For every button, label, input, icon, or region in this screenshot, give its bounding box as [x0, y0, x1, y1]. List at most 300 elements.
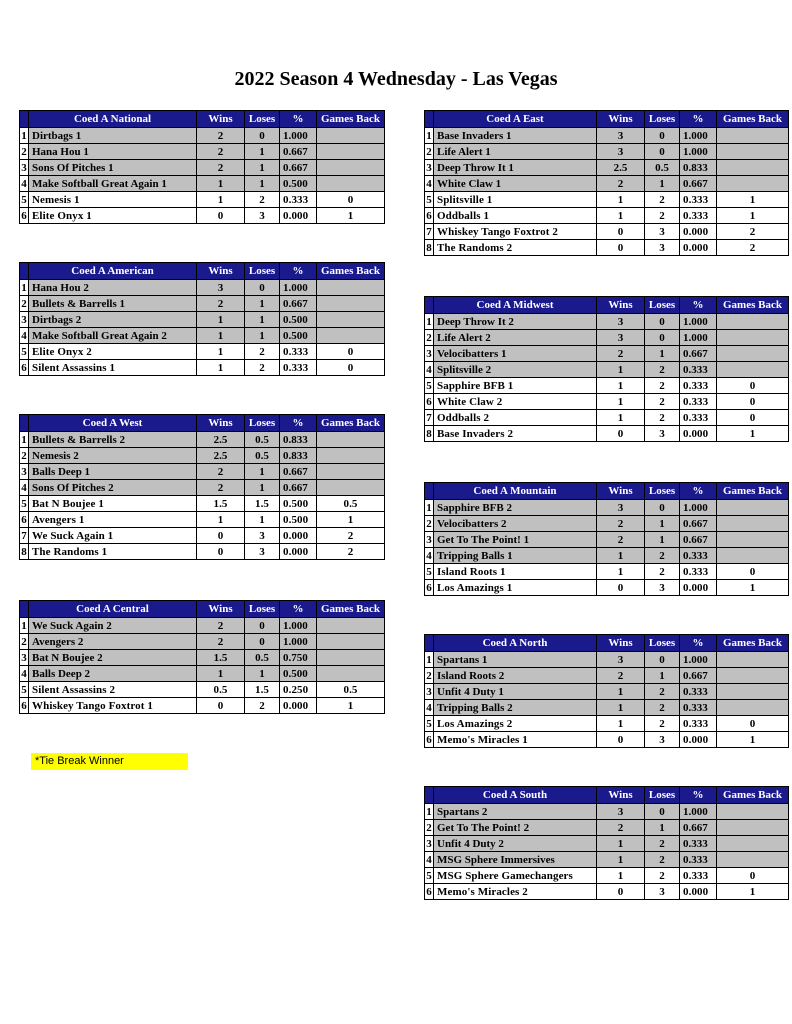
games-back-cell: [717, 516, 789, 532]
table-row: [425, 224, 789, 240]
team-name: Dirtbags 1: [29, 128, 197, 144]
wins-cell: 2: [597, 532, 645, 548]
division-name: Coed A West: [29, 415, 197, 432]
pct-cell: 0.333: [680, 362, 717, 378]
games-back-cell: 2: [317, 528, 385, 544]
wins-cell: 3: [597, 330, 645, 346]
loses-cell: 2: [645, 852, 680, 868]
team-name: The Randoms 1: [29, 544, 197, 560]
pct-cell: 1.000: [680, 330, 717, 346]
wins-cell: 2: [197, 464, 245, 480]
header-wins: Wins: [597, 111, 645, 128]
standings-table: [19, 414, 385, 560]
wins-cell: 2.5: [197, 448, 245, 464]
team-name: Tripping Balls 1: [434, 548, 597, 564]
table-row: [425, 516, 789, 532]
team-name: Nemesis 2: [29, 448, 197, 464]
games-back-cell: [317, 328, 385, 344]
header-rank: [20, 601, 29, 618]
division-name: Coed A American: [29, 263, 197, 280]
header-rank: [425, 297, 434, 314]
wins-cell: 3: [197, 280, 245, 296]
standings-table: [424, 482, 789, 596]
team-name: Make Softball Great Again 2: [29, 328, 197, 344]
loses-cell: 2: [645, 208, 680, 224]
wins-cell: 1: [197, 328, 245, 344]
team-name: Velocibatters 1: [434, 346, 597, 362]
games-back-cell: 0: [717, 394, 789, 410]
wins-cell: 0: [597, 580, 645, 596]
table-row: [20, 512, 385, 528]
pct-cell: 0.500: [280, 496, 317, 512]
pct-cell: 1.000: [280, 128, 317, 144]
table-row: [425, 330, 789, 346]
table-row: [20, 666, 385, 682]
rank-cell: 1: [426, 501, 432, 514]
header-games-back: Games Back: [317, 263, 385, 280]
team-name: Velocibatters 2: [434, 516, 597, 532]
wins-cell: 2: [197, 296, 245, 312]
pct-cell: 0.500: [280, 666, 317, 682]
team-name: White Claw 2: [434, 394, 597, 410]
games-back-cell: 2: [717, 224, 789, 240]
pct-cell: 0.333: [680, 410, 717, 426]
pct-cell: 0.000: [280, 544, 317, 560]
loses-cell: 2: [645, 564, 680, 580]
pct-cell: 0.333: [280, 360, 317, 376]
table-row: [425, 346, 789, 362]
pct-cell: 0.333: [680, 192, 717, 208]
pct-cell: 0.000: [680, 580, 717, 596]
rank-cell: 3: [426, 347, 432, 360]
table-row: [20, 280, 385, 296]
table-row: [20, 528, 385, 544]
pct-cell: 0.667: [680, 346, 717, 362]
games-back-cell: 0: [317, 192, 385, 208]
loses-cell: 2: [245, 192, 280, 208]
wins-cell: 2.5: [197, 432, 245, 448]
loses-cell: 3: [645, 580, 680, 596]
header-games-back: Games Back: [717, 111, 789, 128]
loses-cell: 1: [245, 666, 280, 682]
table-row: [425, 208, 789, 224]
games-back-cell: [717, 314, 789, 330]
pct-cell: 0.667: [680, 668, 717, 684]
wins-cell: 1: [197, 666, 245, 682]
games-back-cell: 1: [717, 426, 789, 442]
rank-cell: 5: [21, 193, 27, 206]
table-row: [425, 868, 789, 884]
pct-cell: 0.333: [680, 564, 717, 580]
pct-cell: 0.000: [280, 528, 317, 544]
loses-cell: 0.5: [645, 160, 680, 176]
pct-cell: 0.500: [280, 328, 317, 344]
division-name: Coed A East: [434, 111, 597, 128]
pct-cell: 1.000: [680, 500, 717, 516]
loses-cell: 0: [645, 144, 680, 160]
team-name: Hana Hou 1: [29, 144, 197, 160]
standings-table: [424, 634, 789, 748]
wins-cell: 2: [197, 480, 245, 496]
loses-cell: 1: [245, 176, 280, 192]
loses-cell: 2: [645, 700, 680, 716]
games-back-cell: 1: [717, 884, 789, 900]
team-name: Bullets & Barrells 2: [29, 432, 197, 448]
loses-cell: 0: [645, 804, 680, 820]
team-name: Get To The Point! 2: [434, 820, 597, 836]
rank-cell: 6: [426, 395, 432, 408]
games-back-cell: [717, 144, 789, 160]
team-name: Bat N Boujee 2: [29, 650, 197, 666]
rank-cell: 6: [21, 209, 27, 222]
header-pct: %: [280, 601, 317, 618]
rank-cell: 7: [21, 529, 27, 542]
team-name: Silent Assassins 2: [29, 682, 197, 698]
wins-cell: 2: [197, 634, 245, 650]
rank-cell: 3: [21, 465, 27, 478]
rank-cell: 2: [426, 669, 432, 682]
games-back-cell: 1: [717, 732, 789, 748]
loses-cell: 3: [245, 528, 280, 544]
team-name: Splitsville 1: [434, 192, 597, 208]
table-row: [425, 176, 789, 192]
rank-cell: 6: [21, 699, 27, 712]
team-name: Los Amazings 1: [434, 580, 597, 596]
loses-cell: 2: [645, 684, 680, 700]
pct-cell: 0.000: [280, 698, 317, 714]
table-row: [20, 480, 385, 496]
division-name: Coed A Mountain: [434, 483, 597, 500]
pct-cell: 0.667: [680, 516, 717, 532]
rank-cell: 6: [426, 885, 432, 898]
header-rank: [425, 111, 434, 128]
header-pct: %: [280, 263, 317, 280]
games-back-cell: [717, 128, 789, 144]
table-row: [20, 360, 385, 376]
wins-cell: 1: [597, 192, 645, 208]
games-back-cell: [717, 160, 789, 176]
header-loses: Loses: [245, 415, 280, 432]
team-name: Base Invaders 1: [434, 128, 597, 144]
team-name: Balls Deep 2: [29, 666, 197, 682]
wins-cell: 0.5: [197, 682, 245, 698]
rank-cell: 6: [426, 209, 432, 222]
wins-cell: 1: [597, 378, 645, 394]
pct-cell: 0.333: [680, 208, 717, 224]
team-name: Silent Assassins 1: [29, 360, 197, 376]
header-rank: [20, 263, 29, 280]
pct-cell: 1.000: [280, 618, 317, 634]
games-back-cell: [717, 176, 789, 192]
pct-cell: 1.000: [680, 314, 717, 330]
table-row: [20, 682, 385, 698]
header-rank: [20, 415, 29, 432]
wins-cell: 0: [197, 208, 245, 224]
rank-cell: 2: [426, 145, 432, 158]
wins-cell: 2: [197, 128, 245, 144]
division-name: Coed A National: [29, 111, 197, 128]
loses-cell: 2: [645, 378, 680, 394]
header-loses: Loses: [645, 297, 680, 314]
pct-cell: 0.667: [280, 296, 317, 312]
games-back-cell: 0.5: [317, 496, 385, 512]
rank-cell: 2: [21, 449, 27, 462]
rank-cell: 3: [426, 533, 432, 546]
table-row: [20, 296, 385, 312]
games-back-cell: [717, 346, 789, 362]
wins-cell: 2: [597, 516, 645, 532]
rank-cell: 2: [21, 635, 27, 648]
table-row: [425, 564, 789, 580]
table-row: [20, 128, 385, 144]
table-row: [425, 426, 789, 442]
games-back-cell: [717, 652, 789, 668]
loses-cell: 1: [245, 160, 280, 176]
table-row: [425, 804, 789, 820]
rank-cell: 2: [21, 145, 27, 158]
header-wins: Wins: [597, 787, 645, 804]
games-back-cell: [717, 362, 789, 378]
header-wins: Wins: [597, 297, 645, 314]
team-name: Bullets & Barrells 1: [29, 296, 197, 312]
team-name: Deep Throw It 1: [434, 160, 597, 176]
wins-cell: 1: [597, 868, 645, 884]
loses-cell: 0: [645, 330, 680, 346]
loses-cell: 3: [645, 224, 680, 240]
team-name: The Randoms 2: [434, 240, 597, 256]
team-name: MSG Sphere Immersives: [434, 852, 597, 868]
games-back-cell: [317, 464, 385, 480]
wins-cell: 1: [597, 394, 645, 410]
wins-cell: 1: [597, 836, 645, 852]
wins-cell: 2: [197, 144, 245, 160]
header-wins: Wins: [597, 483, 645, 500]
pct-cell: 0.667: [280, 160, 317, 176]
table-row: [425, 732, 789, 748]
rank-cell: 1: [426, 805, 432, 818]
rank-cell: 4: [21, 667, 27, 680]
loses-cell: 0.5: [245, 650, 280, 666]
pct-cell: 0.333: [680, 716, 717, 732]
rank-cell: 1: [21, 281, 27, 294]
games-back-cell: 1: [317, 512, 385, 528]
loses-cell: 1: [245, 480, 280, 496]
games-back-cell: [317, 176, 385, 192]
loses-cell: 1.5: [245, 682, 280, 698]
pct-cell: 1.000: [680, 804, 717, 820]
loses-cell: 2: [645, 394, 680, 410]
team-name: Balls Deep 1: [29, 464, 197, 480]
pct-cell: 0.333: [680, 394, 717, 410]
games-back-cell: [317, 160, 385, 176]
games-back-cell: 2: [317, 544, 385, 560]
team-name: Make Softball Great Again 1: [29, 176, 197, 192]
games-back-cell: 0: [717, 716, 789, 732]
table-row: [20, 176, 385, 192]
team-name: Nemesis 1: [29, 192, 197, 208]
rank-cell: 5: [426, 717, 432, 730]
table-row: [20, 160, 385, 176]
pct-cell: 0.833: [280, 448, 317, 464]
rank-cell: 3: [426, 837, 432, 850]
rank-cell: 5: [426, 565, 432, 578]
table-row: [425, 716, 789, 732]
loses-cell: 1: [245, 144, 280, 160]
rank-cell: 4: [426, 853, 432, 866]
rank-cell: 6: [426, 733, 432, 746]
pct-cell: 0.750: [280, 650, 317, 666]
games-back-cell: 0.5: [317, 682, 385, 698]
header-games-back: Games Back: [717, 483, 789, 500]
games-back-cell: [317, 296, 385, 312]
loses-cell: 1.5: [245, 496, 280, 512]
rank-cell: 4: [426, 549, 432, 562]
loses-cell: 2: [645, 192, 680, 208]
loses-cell: 2: [645, 868, 680, 884]
rank-cell: 1: [426, 315, 432, 328]
standings-table: [19, 600, 385, 714]
table-row: [20, 328, 385, 344]
standings-table: [424, 296, 789, 442]
team-name: MSG Sphere Gamechangers: [434, 868, 597, 884]
wins-cell: 1: [597, 548, 645, 564]
pct-cell: 0.833: [280, 432, 317, 448]
wins-cell: 3: [597, 652, 645, 668]
pct-cell: 0.333: [680, 700, 717, 716]
table-row: [425, 700, 789, 716]
rank-cell: 3: [21, 313, 27, 326]
pct-cell: 0.333: [680, 378, 717, 394]
pct-cell: 0.000: [680, 732, 717, 748]
table-row: [20, 208, 385, 224]
team-name: Memo's Miracles 1: [434, 732, 597, 748]
loses-cell: 1: [645, 516, 680, 532]
loses-cell: 1: [645, 668, 680, 684]
rank-cell: 8: [21, 545, 27, 558]
games-back-cell: [717, 532, 789, 548]
loses-cell: 0: [245, 128, 280, 144]
wins-cell: 0: [197, 698, 245, 714]
pct-cell: 0.667: [680, 820, 717, 836]
table-row: [20, 650, 385, 666]
table-row: [425, 668, 789, 684]
table-row: [425, 580, 789, 596]
loses-cell: 0.5: [245, 432, 280, 448]
loses-cell: 1: [245, 312, 280, 328]
table-row: [425, 192, 789, 208]
pct-cell: 1.000: [680, 128, 717, 144]
header-rank: [20, 111, 29, 128]
table-row: [425, 362, 789, 378]
table-row: [425, 652, 789, 668]
pct-cell: 0.333: [680, 868, 717, 884]
pct-cell: 0.500: [280, 176, 317, 192]
loses-cell: 2: [645, 362, 680, 378]
wins-cell: 1: [597, 684, 645, 700]
header-games-back: Games Back: [317, 601, 385, 618]
team-name: Life Alert 2: [434, 330, 597, 346]
table-row: [425, 836, 789, 852]
loses-cell: 3: [245, 208, 280, 224]
team-name: Spartans 1: [434, 652, 597, 668]
team-name: Memo's Miracles 2: [434, 884, 597, 900]
wins-cell: 1: [597, 852, 645, 868]
loses-cell: 1: [645, 820, 680, 836]
header-loses: Loses: [245, 263, 280, 280]
wins-cell: 0: [197, 544, 245, 560]
header-wins: Wins: [197, 111, 245, 128]
wins-cell: 2: [597, 346, 645, 362]
header-pct: %: [280, 111, 317, 128]
games-back-cell: 1: [317, 208, 385, 224]
games-back-cell: [317, 666, 385, 682]
pct-cell: 0.500: [280, 312, 317, 328]
wins-cell: 1.5: [197, 650, 245, 666]
team-name: Unfit 4 Duty 1: [434, 684, 597, 700]
table-row: [20, 618, 385, 634]
header-games-back: Games Back: [717, 787, 789, 804]
table-row: [20, 192, 385, 208]
pct-cell: 1.000: [680, 652, 717, 668]
pct-cell: 0.833: [680, 160, 717, 176]
table-row: [425, 500, 789, 516]
rank-cell: 4: [21, 177, 27, 190]
games-back-cell: [317, 618, 385, 634]
rank-cell: 3: [21, 161, 27, 174]
table-row: [20, 496, 385, 512]
loses-cell: 3: [645, 884, 680, 900]
pct-cell: 1.000: [280, 634, 317, 650]
games-back-cell: 0: [717, 564, 789, 580]
team-name: Avengers 2: [29, 634, 197, 650]
table-row: [20, 312, 385, 328]
pct-cell: 0.000: [680, 884, 717, 900]
wins-cell: 1.5: [197, 496, 245, 512]
wins-cell: 0: [597, 884, 645, 900]
pct-cell: 0.333: [680, 684, 717, 700]
header-games-back: Games Back: [317, 415, 385, 432]
rank-cell: 4: [21, 329, 27, 342]
games-back-cell: [317, 634, 385, 650]
table-row: [425, 410, 789, 426]
games-back-cell: 1: [717, 208, 789, 224]
wins-cell: 1: [597, 410, 645, 426]
header-wins: Wins: [597, 635, 645, 652]
wins-cell: 2.5: [597, 160, 645, 176]
pct-cell: 0.667: [280, 464, 317, 480]
games-back-cell: [717, 500, 789, 516]
wins-cell: 3: [597, 804, 645, 820]
games-back-cell: [717, 804, 789, 820]
team-name: Bat N Boujee 1: [29, 496, 197, 512]
wins-cell: 3: [597, 500, 645, 516]
header-loses: Loses: [245, 601, 280, 618]
pct-cell: 0.333: [280, 192, 317, 208]
table-row: [20, 448, 385, 464]
wins-cell: 1: [197, 176, 245, 192]
games-back-cell: 0: [717, 410, 789, 426]
games-back-cell: [317, 448, 385, 464]
header-rank: [425, 635, 434, 652]
loses-cell: 0: [245, 634, 280, 650]
wins-cell: 1: [597, 362, 645, 378]
rank-cell: 6: [426, 581, 432, 594]
wins-cell: 2: [597, 820, 645, 836]
table-row: [425, 160, 789, 176]
wins-cell: 1: [597, 716, 645, 732]
pct-cell: 1.000: [680, 144, 717, 160]
table-row: [425, 128, 789, 144]
